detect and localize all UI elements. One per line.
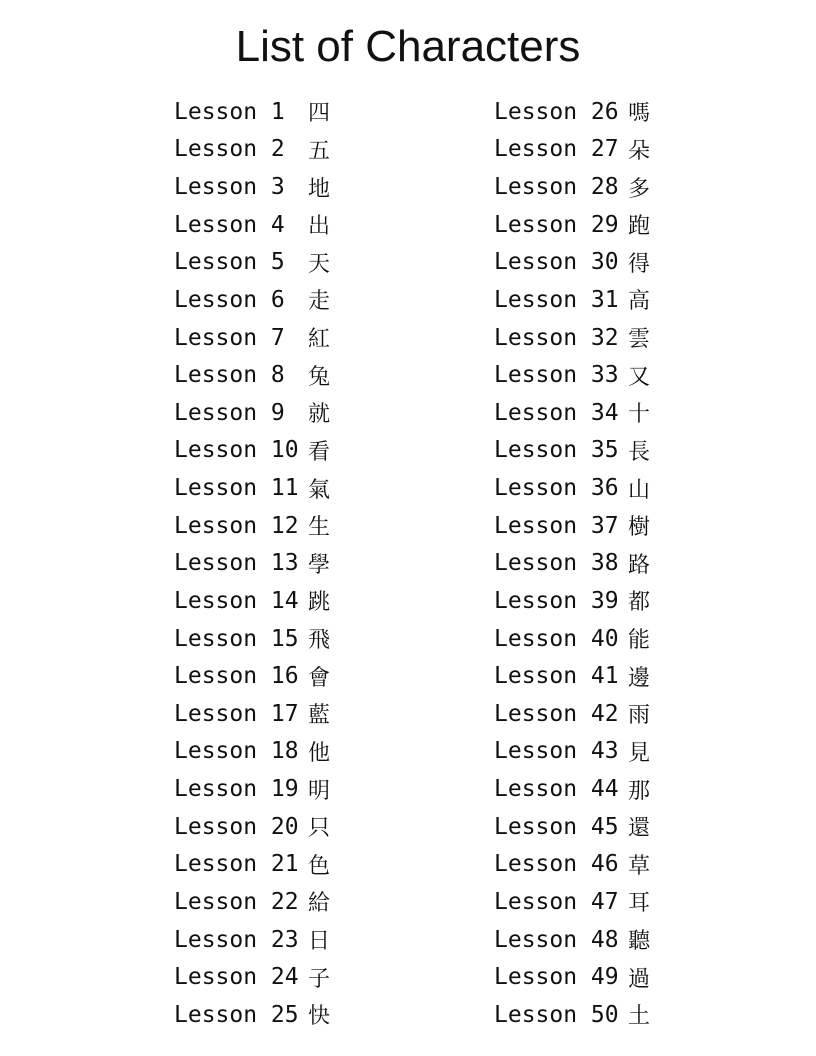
page-title: List of Characters bbox=[235, 22, 581, 71]
lesson-character: 樹 bbox=[628, 515, 651, 541]
lesson-entry bbox=[494, 244, 650, 282]
lesson-label: Lesson 23 bbox=[174, 926, 299, 953]
lesson-entry bbox=[494, 168, 650, 206]
lesson-character: 跑 bbox=[628, 214, 651, 240]
lesson-label: Lesson 3 bbox=[174, 174, 285, 201]
lesson-entry bbox=[494, 657, 650, 695]
lesson-character: 見 bbox=[628, 740, 651, 766]
lesson-label: Lesson 31 bbox=[494, 286, 619, 313]
lesson-entry bbox=[494, 281, 650, 319]
lesson-character: 快 bbox=[308, 1004, 331, 1030]
lesson-entry bbox=[494, 93, 650, 131]
lesson-character: 兔 bbox=[308, 364, 331, 390]
lesson-label: Lesson 46 bbox=[494, 851, 619, 878]
lesson-label: Lesson 8 bbox=[174, 362, 285, 389]
lesson-entry bbox=[494, 206, 650, 244]
lesson-label: Lesson 50 bbox=[494, 1001, 619, 1028]
lesson-label: Lesson 32 bbox=[494, 324, 619, 351]
lesson-label: Lesson 5 bbox=[174, 249, 285, 276]
lesson-entry bbox=[174, 657, 330, 695]
lesson-character: 只 bbox=[308, 816, 331, 842]
lesson-entry bbox=[174, 168, 330, 206]
lesson-entry bbox=[174, 808, 330, 846]
lesson-label: Lesson 12 bbox=[174, 512, 299, 539]
lesson-label: Lesson 20 bbox=[174, 813, 299, 840]
lesson-character: 飛 bbox=[308, 628, 331, 654]
lesson-entry bbox=[174, 883, 330, 921]
lesson-label: Lesson 48 bbox=[494, 926, 619, 953]
lesson-character: 藍 bbox=[308, 703, 331, 729]
lesson-label: Lesson 25 bbox=[174, 1001, 299, 1028]
lesson-entry bbox=[174, 582, 330, 620]
lesson-character: 地 bbox=[308, 176, 331, 202]
lesson-label: Lesson 1 bbox=[174, 98, 285, 125]
lesson-character: 會 bbox=[308, 665, 331, 691]
lesson-entry bbox=[494, 394, 650, 432]
lesson-label: Lesson 14 bbox=[174, 587, 299, 614]
lesson-character: 還 bbox=[628, 816, 651, 842]
lesson-label: Lesson 40 bbox=[494, 625, 619, 652]
lesson-character: 雨 bbox=[628, 703, 651, 729]
lesson-entry bbox=[174, 733, 330, 771]
lesson-entry bbox=[494, 958, 650, 996]
lesson-entry bbox=[174, 131, 330, 169]
lesson-entry bbox=[494, 846, 650, 884]
lesson-entry bbox=[174, 921, 330, 959]
lesson-label: Lesson 21 bbox=[174, 851, 299, 878]
lesson-character: 路 bbox=[628, 552, 651, 578]
lesson-character: 朵 bbox=[628, 138, 651, 164]
lesson-label: Lesson 37 bbox=[494, 512, 619, 539]
lesson-label: Lesson 38 bbox=[494, 550, 619, 577]
lesson-entry bbox=[494, 582, 650, 620]
lesson-label: Lesson 42 bbox=[494, 700, 619, 727]
lesson-character: 土 bbox=[628, 1004, 651, 1030]
lesson-entry bbox=[174, 319, 330, 357]
lesson-character: 五 bbox=[308, 138, 331, 164]
lesson-character: 得 bbox=[628, 251, 651, 277]
lesson-label: Lesson 35 bbox=[494, 437, 619, 464]
lesson-label: Lesson 17 bbox=[174, 700, 299, 727]
lesson-character: 天 bbox=[308, 251, 331, 277]
lesson-label: Lesson 18 bbox=[174, 738, 299, 765]
lesson-character: 就 bbox=[308, 402, 331, 428]
lesson-character: 生 bbox=[308, 515, 331, 541]
lesson-label: Lesson 2 bbox=[174, 136, 285, 163]
lesson-label: Lesson 44 bbox=[494, 776, 619, 803]
lesson-character: 山 bbox=[628, 477, 651, 503]
lesson-entry bbox=[494, 356, 650, 394]
lesson-character: 耳 bbox=[628, 891, 651, 917]
lesson-character: 十 bbox=[628, 402, 651, 428]
lesson-entry bbox=[174, 469, 330, 507]
lesson-label: Lesson 34 bbox=[494, 399, 619, 426]
lesson-entry bbox=[494, 469, 650, 507]
lesson-entry bbox=[174, 620, 330, 658]
lesson-label: Lesson 10 bbox=[174, 437, 299, 464]
lesson-character: 雲 bbox=[628, 327, 651, 353]
lesson-entry bbox=[174, 770, 330, 808]
lesson-label: Lesson 7 bbox=[174, 324, 285, 351]
lesson-label: Lesson 33 bbox=[494, 362, 619, 389]
lesson-label: Lesson 9 bbox=[174, 399, 285, 426]
lesson-label: Lesson 45 bbox=[494, 813, 619, 840]
lesson-entry bbox=[174, 206, 330, 244]
lesson-character: 出 bbox=[308, 214, 331, 240]
lesson-entry bbox=[494, 883, 650, 921]
lesson-entry bbox=[494, 733, 650, 771]
lesson-character: 草 bbox=[628, 853, 651, 879]
lesson-entry bbox=[494, 996, 650, 1034]
lesson-character: 日 bbox=[308, 929, 331, 955]
lesson-character: 跳 bbox=[308, 590, 331, 616]
lesson-entry bbox=[174, 545, 330, 583]
lesson-character: 紅 bbox=[308, 327, 331, 353]
lesson-column-right bbox=[494, 93, 650, 1034]
lesson-label: Lesson 22 bbox=[174, 888, 299, 915]
lesson-entry bbox=[174, 356, 330, 394]
lesson-label: Lesson 13 bbox=[174, 550, 299, 577]
lesson-label: Lesson 26 bbox=[494, 98, 619, 125]
lesson-entry bbox=[174, 432, 330, 470]
lesson-label: Lesson 30 bbox=[494, 249, 619, 276]
lesson-character: 高 bbox=[628, 289, 651, 315]
lesson-column-left bbox=[174, 93, 330, 1034]
lesson-entry bbox=[494, 432, 650, 470]
lesson-character: 都 bbox=[628, 590, 651, 616]
lesson-character: 明 bbox=[308, 778, 331, 804]
lesson-label: Lesson 43 bbox=[494, 738, 619, 765]
lesson-label: Lesson 39 bbox=[494, 587, 619, 614]
lesson-entry bbox=[494, 507, 650, 545]
lesson-character: 長 bbox=[628, 439, 651, 465]
lesson-character: 給 bbox=[308, 891, 331, 917]
lesson-label: Lesson 6 bbox=[174, 286, 285, 313]
lesson-entry bbox=[174, 394, 330, 432]
lesson-entry bbox=[494, 131, 650, 169]
lesson-character: 那 bbox=[628, 778, 651, 804]
lesson-label: Lesson 49 bbox=[494, 964, 619, 991]
lesson-label: Lesson 36 bbox=[494, 475, 619, 502]
lesson-entry bbox=[174, 958, 330, 996]
lesson-label: Lesson 47 bbox=[494, 888, 619, 915]
lesson-character: 看 bbox=[308, 439, 331, 465]
lesson-label: Lesson 16 bbox=[174, 663, 299, 690]
lesson-label: Lesson 29 bbox=[494, 211, 619, 238]
lesson-entry bbox=[174, 244, 330, 282]
lesson-character: 過 bbox=[628, 966, 651, 992]
lesson-character: 又 bbox=[628, 364, 651, 390]
lesson-label: Lesson 28 bbox=[494, 174, 619, 201]
lesson-label: Lesson 15 bbox=[174, 625, 299, 652]
lesson-character: 他 bbox=[308, 740, 331, 766]
lesson-entry bbox=[174, 996, 330, 1034]
lesson-label: Lesson 11 bbox=[174, 475, 299, 502]
lesson-entry bbox=[174, 507, 330, 545]
lesson-character: 嗎 bbox=[628, 101, 651, 127]
lesson-character: 邊 bbox=[628, 665, 651, 691]
lesson-entry bbox=[494, 620, 650, 658]
lesson-entry bbox=[174, 281, 330, 319]
lesson-label: Lesson 19 bbox=[174, 776, 299, 803]
lesson-character: 多 bbox=[628, 176, 651, 202]
lesson-entry bbox=[174, 695, 330, 733]
lesson-character: 聽 bbox=[628, 929, 651, 955]
lesson-label: Lesson 24 bbox=[174, 964, 299, 991]
lesson-entry bbox=[174, 93, 330, 131]
lesson-entry bbox=[174, 846, 330, 884]
lesson-label: Lesson 41 bbox=[494, 663, 619, 690]
lesson-entry bbox=[494, 770, 650, 808]
lesson-entry bbox=[494, 921, 650, 959]
lesson-character: 學 bbox=[308, 552, 331, 578]
lesson-character: 走 bbox=[308, 289, 331, 315]
lesson-entry bbox=[494, 695, 650, 733]
lesson-character: 氣 bbox=[308, 477, 331, 503]
lesson-character: 色 bbox=[308, 853, 331, 879]
lesson-character: 能 bbox=[628, 628, 651, 654]
lesson-entry bbox=[494, 808, 650, 846]
lesson-label: Lesson 4 bbox=[174, 211, 285, 238]
lesson-character: 四 bbox=[308, 101, 331, 127]
lesson-label: Lesson 27 bbox=[494, 136, 619, 163]
lesson-character: 子 bbox=[308, 966, 331, 992]
lesson-entry bbox=[494, 545, 650, 583]
lesson-entry bbox=[494, 319, 650, 357]
